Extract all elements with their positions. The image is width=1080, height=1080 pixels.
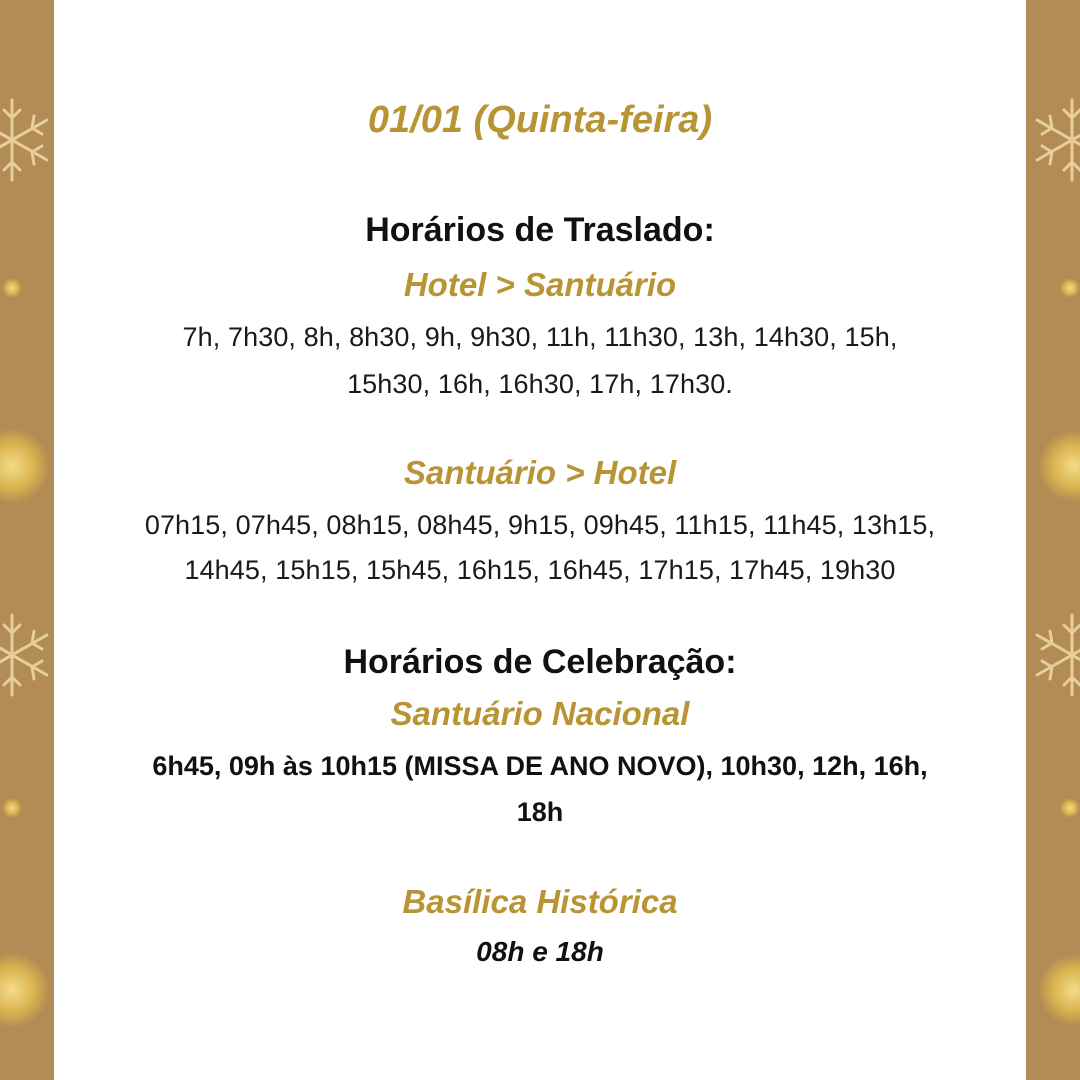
right-decorative-border — [1026, 0, 1080, 1080]
route-hotel-to-santuario-times-line-2: 15h30, 16h, 16h30, 17h, 17h30. — [347, 369, 733, 399]
route-hotel-to-santuario-label: Hotel > Santuário — [403, 266, 677, 303]
route-santuario-to-hotel-times-line-1: 07h15, 07h45, 08h15, 08h45, 9h15, 09h45, 11h15, 11h45, 13h15, — [144, 510, 936, 540]
route-santuario-to-hotel-label: Santuário > Hotel — [403, 454, 677, 491]
celebracao-title: Horários de Celebração: — [343, 643, 737, 681]
glitter-dot-icon — [1060, 798, 1080, 818]
route-santuario-to-hotel-times-line-2: 14h45, 15h15, 15h45, 16h15, 16h45, 17h15, 17h45, 19h30 — [184, 555, 896, 585]
snowflake-icon — [0, 615, 47, 695]
venue-santuario-nacional-label: Santuário Nacional — [390, 695, 690, 732]
glitter-dot-icon — [2, 278, 22, 298]
traslado-title: Horários de Traslado: — [365, 211, 715, 249]
left-border-ornaments — [0, 0, 54, 1080]
glitter-ornament-icon — [1038, 430, 1080, 502]
snowflake-icon — [1037, 615, 1080, 695]
venue-basilica-historica-label: Basílica Histórica — [402, 883, 678, 920]
right-border-ornaments — [1026, 0, 1080, 1080]
date-heading: 01/01 (Quinta-feira) — [367, 99, 713, 141]
route-hotel-to-santuario-times-line-1: 7h, 7h30, 8h, 8h30, 9h, 9h30, 11h, 11h30, 13h, 14h30, 15h, — [182, 322, 898, 352]
venue-basilica-historica-times: 08h e 18h — [476, 936, 604, 967]
snowflake-icon — [0, 100, 47, 180]
glitter-ornament-icon — [1038, 954, 1080, 1026]
schedule-panel — [54, 0, 1026, 1080]
glitter-ornament-icon — [0, 952, 50, 1028]
snowflake-icon — [1037, 100, 1080, 180]
glitter-ornament-icon — [0, 428, 50, 504]
venue-santuario-nacional-times-line-2: 18h — [516, 797, 564, 827]
venue-santuario-nacional-times-line-1: 6h45, 09h às 10h15 (MISSA DE ANO NOVO), 10h30, 12h, 16h, — [152, 751, 928, 781]
glitter-dot-icon — [1060, 278, 1080, 298]
left-decorative-border — [0, 0, 54, 1080]
glitter-dot-icon — [2, 798, 22, 818]
